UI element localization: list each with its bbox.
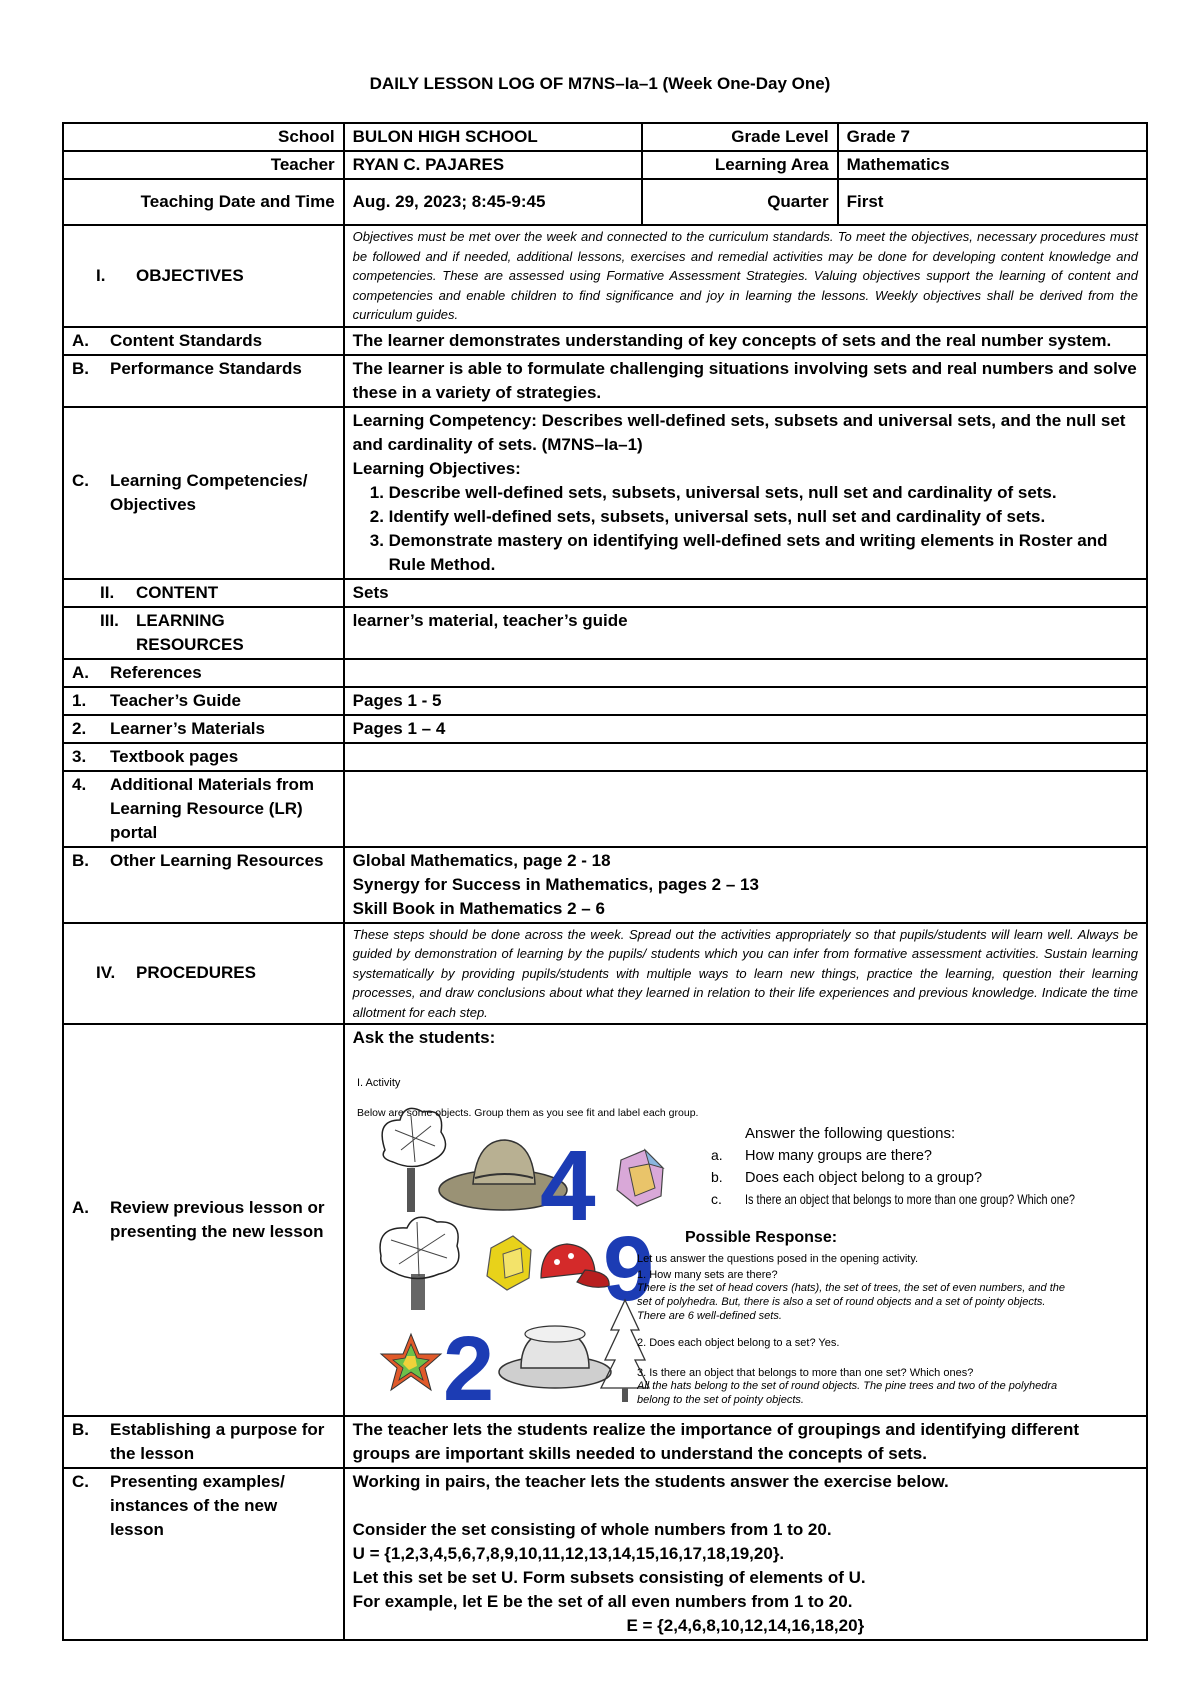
objectives-label: OBJECTIVES	[136, 265, 244, 285]
review-row	[63, 1024, 1147, 1416]
resources-label: LEARNING RESOURCES	[136, 610, 244, 654]
references-num: A.	[72, 662, 89, 682]
examples-line: For example, let E be the set of all even numbers from 1 to 20.	[352, 1592, 853, 1611]
examples-num: C.	[72, 1472, 89, 1491]
learners-materials-label: Learner’s Materials	[110, 718, 265, 738]
other-resources-num: B.	[72, 850, 89, 870]
textbook-row	[63, 743, 1147, 771]
objective-item: 2. Identify well-defined sets, subsets, universal sets, null set and cardinality of sets.	[389, 505, 1138, 529]
question-letter: c.	[710, 1191, 722, 1207]
learners-materials-row	[63, 715, 1147, 743]
objectives-row	[63, 225, 1147, 327]
content-standards-row	[63, 327, 1147, 355]
objectives-heading-text: Learning Objectives:	[352, 458, 521, 478]
teacher-row	[63, 151, 1147, 179]
references-row	[63, 659, 1147, 687]
polyhedron-icon	[617, 1150, 663, 1206]
response-answer-1: There is the set of head covers (hats), the set of trees, the set of even numbers, and the set of polyhedra. But, there is also a set of round objects and a set of pointy objects. There are 6 well-defined sets.	[636, 1282, 1065, 1322]
school-label: School	[63, 123, 344, 151]
activity-figure	[353, 1050, 1138, 1414]
cap-icon	[541, 1244, 609, 1287]
question-text: How many groups are there?	[744, 1148, 932, 1164]
learners-materials-num: 2.	[72, 718, 87, 738]
content-value: Sets	[344, 579, 1147, 607]
tree-icon	[380, 1217, 459, 1310]
examples-spacer	[353, 1494, 1138, 1518]
question-letter: a.	[710, 1147, 723, 1163]
other-resources-row	[63, 847, 1147, 923]
review-cell	[344, 1024, 1147, 1416]
response-question-1: 1. How many sets are there?	[636, 1269, 778, 1281]
other-resource-item: Skill Book in Mathematics 2 – 6	[352, 898, 605, 918]
response-question-3: 3. Is there an object that belongs to more than one set? Which ones?	[636, 1367, 973, 1379]
performance-standards-row	[63, 355, 1147, 407]
objectives-num: I.	[96, 265, 106, 285]
additional-materials-label: Additional Materials from Learning Resource (LR) portal	[110, 774, 315, 842]
additional-materials-num: 4.	[72, 774, 87, 794]
response-answer-1-box	[637, 1281, 1077, 1331]
response-question-2: 2. Does each object belong to a set? Yes.	[636, 1337, 840, 1349]
textbook-num: 3.	[72, 746, 87, 766]
competencies-label: Learning Competencies/ Objectives	[110, 470, 308, 514]
examples-line: Let this set be set U. Form subsets consisting of elements of U.	[352, 1568, 866, 1587]
competencies-cell	[344, 407, 1147, 579]
review-label: Review previous lesson or presenting the new lesson	[110, 1198, 325, 1241]
procedures-row	[63, 923, 1147, 1025]
school-value: BULON HIGH SCHOOL	[344, 123, 642, 151]
response-intro: Let us answer the questions posed in the opening activity.	[636, 1253, 918, 1265]
digit-four: 4	[539, 1130, 596, 1242]
review-intro: Ask the students:	[352, 1028, 496, 1047]
digit-two: 2	[442, 1318, 494, 1414]
other-resource-item: Synergy for Success in Mathematics, pages 2 – 13	[352, 874, 759, 894]
teachers-guide-num: 1.	[72, 690, 87, 710]
examples-line: Consider the set consisting of whole numbers from 1 to 20.	[352, 1520, 832, 1539]
hat-icon	[499, 1326, 611, 1388]
content-standards-label: Content Standards	[110, 330, 263, 350]
question-text: Is there an object that belongs to more than one group? Which one?	[744, 1191, 1075, 1207]
procedures-num: IV.	[96, 963, 116, 983]
examples-label: Presenting examples/ instances of the new lesson	[110, 1472, 285, 1539]
content-standards-value: The learner demonstrates understanding of key concepts of sets and the real number system.	[344, 327, 1147, 355]
performance-standards-num: B.	[72, 358, 89, 378]
questions-heading: Answer the following questions:	[744, 1125, 955, 1142]
activity-instruction: Below are some objects. Group them as you see fit and label each group.	[356, 1107, 699, 1119]
resources-num: III.	[100, 610, 119, 630]
polyhedron-icon	[487, 1236, 531, 1290]
lesson-log-table	[62, 122, 1148, 1641]
resources-value: learner’s material, teacher’s guide	[344, 607, 1147, 659]
school-row	[63, 123, 1147, 151]
content-row	[63, 579, 1147, 607]
grade-level-label: Grade Level	[642, 123, 838, 151]
star-polyhedron-icon	[381, 1334, 441, 1390]
examples-line: U = {1,2,3,4,5,6,7,8,9,10,11,12,13,14,15,16,17,18,19,20}.	[352, 1544, 785, 1563]
examples-line: Working in pairs, the teacher lets the students answer the exercise below.	[352, 1472, 949, 1491]
objectives-list	[353, 481, 1138, 577]
content-num: II.	[100, 582, 115, 602]
teachers-guide-value: Pages 1 - 5	[344, 687, 1147, 715]
response-answer-3-box	[637, 1379, 1077, 1413]
other-resources-cell	[344, 847, 1147, 923]
activity-title: I. Activity	[356, 1077, 401, 1089]
purpose-value: The teacher lets the students realize the importance of groupings and identifying different groups are important skills needed to understand the concepts of sets.	[344, 1416, 1147, 1468]
grade-level-value: Grade 7	[838, 123, 1147, 151]
performance-standards-value: The learner is able to formulate challenging situations involving sets and real numbers and solve these in a variety of strategies.	[344, 355, 1147, 407]
tree-icon	[382, 1108, 445, 1212]
quarter-value: First	[838, 179, 1147, 225]
procedures-note: These steps should be done across the week. Spread out the activities appropriately so that pupils/students will learn well. Always be guided by demonstration of learning by the pupils/ students which you can infer from formative assessment activities. Sustain learning systematically by providing pupils/students with multiple ways to learn new things, practice the learning, question their learning processes, and draw conclusions about what they learned in relation to their life experiences and previous knowledge. Indicate the time allotment for each step.	[344, 923, 1147, 1025]
examples-cell	[344, 1468, 1147, 1640]
additional-materials-row	[63, 771, 1147, 847]
objective-item: 1. Describe well-defined sets, subsets, universal sets, null set and cardinality of sets.	[389, 481, 1138, 505]
content-standards-num: A.	[72, 330, 89, 350]
learning-area-value: Mathematics	[838, 151, 1147, 179]
references-label: References	[110, 662, 202, 682]
other-resource-item: Global Mathematics, page 2 - 18	[352, 850, 611, 870]
question-letter: b.	[710, 1169, 723, 1185]
examples-line: E = {2,4,6,8,10,12,14,16,18,20}	[626, 1616, 865, 1635]
content-label: CONTENT	[136, 582, 219, 602]
objectives-heading	[63, 225, 344, 327]
purpose-num: B.	[72, 1420, 89, 1439]
date-value: Aug. 29, 2023; 8:45-9:45	[344, 179, 642, 225]
teacher-label: Teacher	[63, 151, 344, 179]
examples-row	[63, 1468, 1147, 1640]
competency-text: Learning Competency: Describes well-defined sets, subsets and universal sets, and the null set and cardinality of sets. (M7NS–Ia–1)	[352, 410, 1126, 454]
purpose-row	[63, 1416, 1147, 1468]
activity-svg	[345, 1050, 1200, 1414]
objectives-note: Objectives must be met over the week and connected to the curriculum standards. To meet the objectives, necessary procedures must be followed and if needed, additional lessons, exercises and remedial activities may be done for developing content knowledge and competencies. These are assessed using Formative Assessment Strategies. Valuing objectives support the learning of content and competencies and enable children to find significance and joy in learning the lessons. Weekly objectives shall be derived from the curriculum guides.	[344, 225, 1147, 327]
question-text: Does each object belong to a group?	[744, 1170, 982, 1186]
procedures-label: PROCEDURES	[136, 963, 256, 983]
response-answer-3: All the hats belong to the set of round objects. The pine trees and two of the polyhedra belong to the set of pointy objects.	[636, 1380, 1057, 1406]
objective-item: 3. Demonstrate mastery on identifying well-defined sets and writing elements in Roster and Rule Method.	[389, 529, 1138, 577]
references-value	[344, 659, 1147, 687]
learning-area-label: Learning Area	[642, 151, 838, 179]
quarter-label: Quarter	[642, 179, 838, 225]
response-heading: Possible Response:	[684, 1229, 837, 1246]
resources-row	[63, 607, 1147, 659]
textbook-label: Textbook pages	[110, 746, 239, 766]
other-resources-label: Other Learning Resources	[110, 850, 324, 870]
teachers-guide-row	[63, 687, 1147, 715]
additional-materials-value	[344, 771, 1147, 847]
page-title: DAILY LESSON LOG OF M7NS–Ia–1 (Week One-Day One)	[369, 74, 831, 93]
learners-materials-value: Pages 1 – 4	[344, 715, 1147, 743]
date-row	[63, 179, 1147, 225]
review-num: A.	[72, 1198, 89, 1217]
digit-nine: 9	[602, 1218, 654, 1320]
date-label: Teaching Date and Time	[63, 179, 344, 225]
competencies-num: C.	[72, 470, 89, 490]
textbook-value	[344, 743, 1147, 771]
performance-standards-label: Performance Standards	[110, 358, 302, 378]
teacher-value: RYAN C. PAJARES	[344, 151, 642, 179]
teachers-guide-label: Teacher’s Guide	[110, 690, 242, 710]
purpose-label: Establishing a purpose for the lesson	[110, 1420, 325, 1463]
competencies-row	[63, 407, 1147, 579]
